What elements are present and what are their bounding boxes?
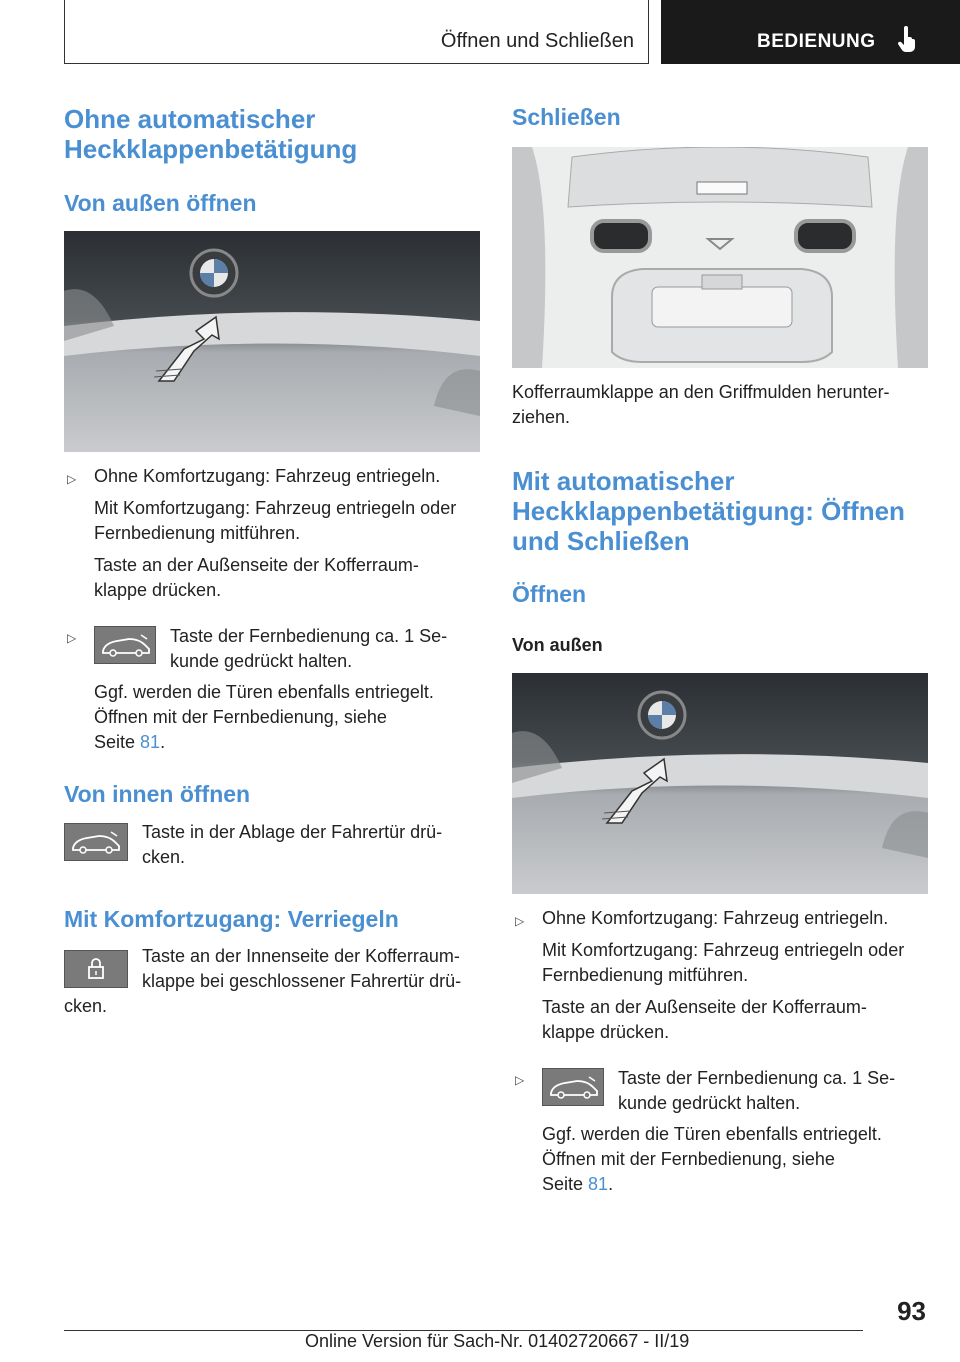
right-heading — [512, 466, 905, 556]
lock-button-icon — [64, 950, 128, 988]
left-step1-line4: Taste an der Außenseite der Kofferraum- — [94, 555, 419, 575]
left-step2-line1: Taste der Fernbedienung ca. 1 Se- — [170, 626, 448, 646]
bullet-triangle-icon: ▷ — [67, 631, 77, 645]
left-lock-line1: Taste an der Innenseite der Kofferraum- — [142, 946, 460, 966]
left-heading-line1: Ohne automatischer — [64, 104, 316, 134]
car-trunk-button-icon — [64, 823, 128, 861]
right-step2-line3: Ggf. werden die Türen ebenfalls entriegelt. — [542, 1124, 882, 1144]
trunk-exterior-image-1 — [64, 231, 480, 452]
page-number: 93 — [897, 1296, 926, 1326]
right-close-line2: ziehen. — [512, 407, 571, 427]
left-sub-von-innen: Von innen öffnen — [64, 781, 251, 807]
right-step1-line2: Mit Komfortzugang: Fahrzeug entriegeln oder — [542, 940, 905, 960]
chapter-label: BEDIENUNG — [757, 31, 876, 52]
left-lock-line2: klappe bei geschlossener Fahrertür drü- — [142, 971, 462, 991]
header-chapter-box — [661, 0, 960, 64]
left-step2-line4: Öffnen mit der Fernbedienung, siehe — [94, 707, 387, 727]
bullet-triangle-icon: ▷ — [515, 1073, 525, 1087]
left-inner-line2: cken. — [142, 847, 186, 867]
right-sub-schliessen: Schließen — [512, 104, 621, 130]
left-step2-text — [170, 624, 490, 674]
left-heading — [64, 104, 357, 164]
left-step2-line2: kunde gedrückt halten. — [170, 651, 353, 671]
right-step2-line4: Öffnen mit der Fernbedienung, siehe — [542, 1149, 835, 1169]
left-step2-line5 — [94, 730, 484, 755]
right-step2-line5 — [542, 1172, 932, 1197]
right-step2-line1: Taste der Fernbedienung ca. 1 Se- — [618, 1068, 896, 1088]
left-heading-line2: Heckklappenbetätigung — [64, 134, 358, 164]
left-step1-line1: Ohne Komfortzugang: Fahrzeug entriegeln. — [94, 466, 441, 486]
left-step1 — [94, 464, 484, 603]
right-step1-line3: Fernbedienung mitführen. — [542, 965, 749, 985]
pointing-hand-icon — [897, 26, 919, 52]
right-step2-text — [618, 1066, 938, 1116]
page-link-81[interactable]: 81 — [140, 732, 161, 752]
right-step1 — [542, 906, 932, 1045]
left-sub-von-aussen: Von außen öffnen — [64, 190, 257, 216]
page-ref-suffix: . — [160, 732, 166, 752]
right-close-line1: Kofferraumklappe an den Griffmulden herunter- — [512, 382, 890, 402]
left-inner-text — [142, 820, 482, 870]
car-trunk-button-icon — [542, 1068, 604, 1106]
left-sub-komfortzugang: Mit Komfortzugang: Verriegeln — [64, 906, 399, 932]
left-step2-line3: Ggf. werden die Türen ebenfalls entriegelt. — [94, 682, 434, 702]
right-step1-line1: Ohne Komfortzugang: Fahrzeug entriegeln. — [542, 908, 889, 928]
trunk-interior-image — [512, 147, 928, 368]
right-heading-line1: Mit automatischer — [512, 466, 735, 496]
right-sub-von-aussen: Von außen — [512, 635, 603, 655]
right-heading-line3: und Schließen — [512, 526, 690, 556]
trunk-exterior-image-2 — [512, 673, 928, 894]
page-ref-suffix: . — [608, 1174, 614, 1194]
right-step2-line2: kunde gedrückt halten. — [618, 1093, 801, 1113]
left-lock-text — [142, 944, 486, 994]
section-title: Öffnen und Schließen — [440, 30, 634, 52]
right-heading-line2: Heckklappenbetätigung: Öffnen — [512, 496, 905, 526]
right-sub-oeffnen: Öffnen — [512, 581, 587, 607]
bullet-triangle-icon: ▷ — [515, 914, 525, 928]
right-step1-line4: Taste an der Außenseite der Kofferraum- — [542, 997, 867, 1017]
footer-text: Online Version für Sach-Nr. 01402720667 - II/19 — [305, 1331, 690, 1351]
page-link-81[interactable]: 81 — [588, 1174, 609, 1194]
page-ref-prefix: Seite — [94, 732, 141, 752]
car-trunk-button-icon — [94, 626, 156, 664]
header-section-box — [64, 0, 649, 64]
left-inner-line1: Taste in der Ablage der Fahrertür drü- — [142, 822, 443, 842]
left-step1-line5: klappe drücken. — [94, 580, 222, 600]
right-close-text — [512, 380, 932, 430]
page-ref-prefix: Seite — [542, 1174, 589, 1194]
left-step1-line2: Mit Komfortzugang: Fahrzeug entriegeln oder — [94, 498, 457, 518]
bullet-triangle-icon: ▷ — [67, 472, 77, 486]
left-step2-note — [94, 680, 484, 755]
right-step2-note — [542, 1122, 932, 1197]
right-step1-line5: klappe drücken. — [542, 1022, 670, 1042]
left-step1-line3: Fernbedienung mitführen. — [94, 523, 301, 543]
left-lock-line3: cken. — [64, 996, 108, 1016]
